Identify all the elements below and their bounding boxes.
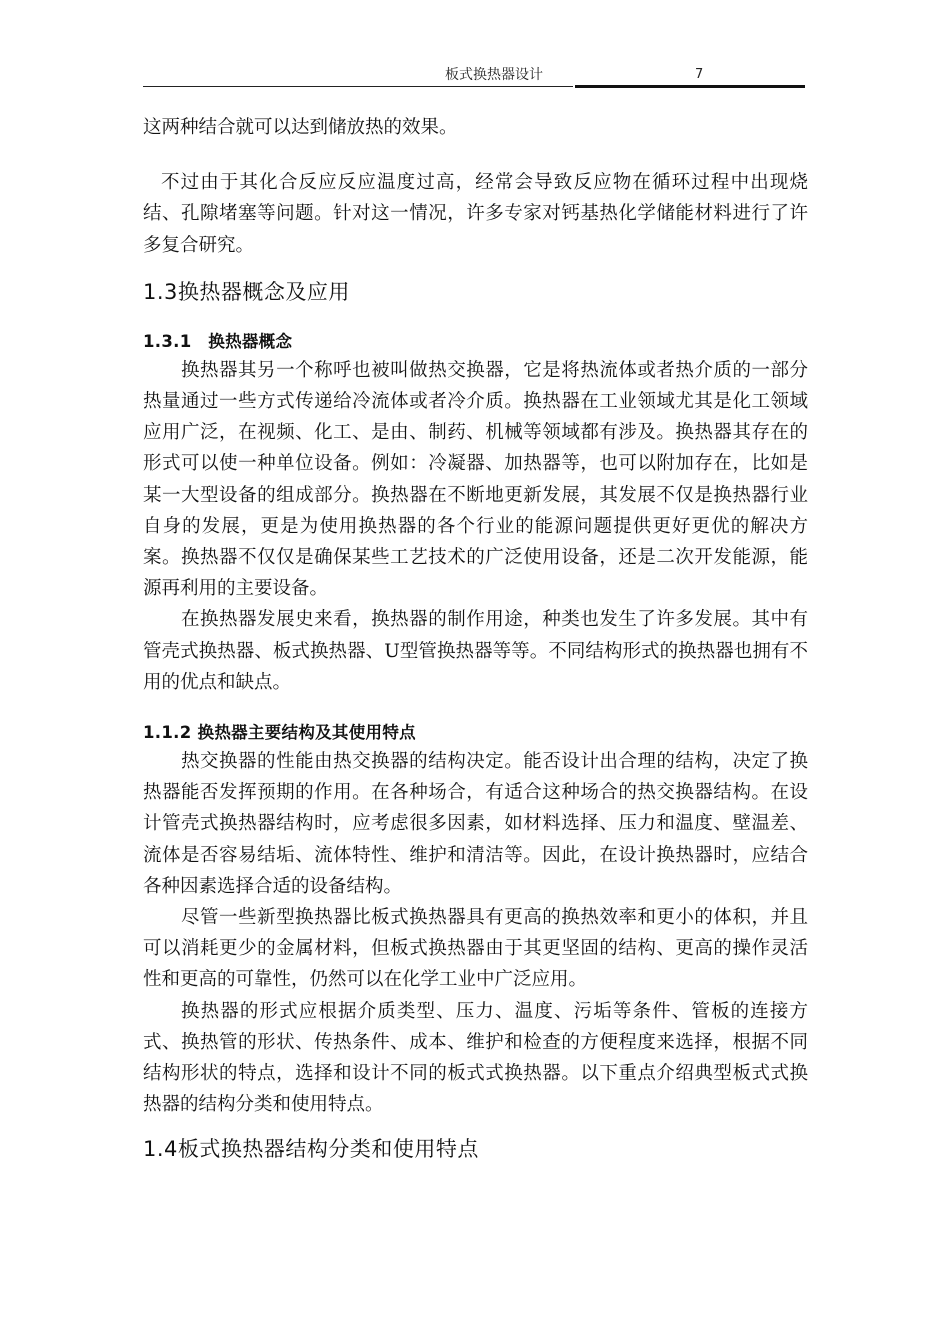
page-body: [143, 112, 808, 1164]
subsection-heading-1-3-1: 1.3.1 换热器概念: [143, 331, 293, 351]
paragraph-selection-criteria: 换热器的形式应根据介质类型、压力、温度、污垢等条件、管板的连接方式、换热管的形状、传热条件、成本、维护和检查的方便程度来选择，根据不同结构形状的特点，选择和设计不同的板式式换热器。以下重点介绍典型板式式换热器的结构分类和使用特点。: [143, 1000, 808, 1116]
spacer: [143, 698, 808, 720]
spacer: [143, 307, 808, 329]
header-rule-thin: [143, 86, 573, 87]
paragraph-structure-performance: 热交换器的性能由热交换器的结构决定。能否设计出合理的结构，决定了换热器能否发挥预期的作用。在各种场合，有适合这种场合的热交换器结构。在设计管壳式换热器结构时，应考虑很多因素，如材料选择、压力和温度、壁温差、流体是否容易结垢、流体特性、维护和清洁等。因此，在设计换热器时，应结合各种因素选择合适的设备结构。: [143, 751, 808, 897]
subsection-heading-1-1-2: 1.1.2 换热器主要结构及其使用特点: [143, 723, 416, 743]
header-title: 板式换热器设计: [445, 67, 543, 83]
spacer: [143, 1120, 808, 1134]
paragraph-heat-exchanger-concept: 换热器其另一个称呼也被叫做热交换器，它是将热流体或者热介质的一部分热量通过一些方式传递给冷流体或者冷介质。换热器在工业领域尤其是化工领域应用广泛，在视频、化工、是由、制药、机械等领域都有涉及。换热器其存在的形式可以使一种单位设备。例如：冷凝器、加热器等，也可以附加存在，比如是某一大型设备的组成部分。换热器在不断地更新发展，其发展不仅是换热器行业自身的发展，更是为使用换热器的各个行业的能源问题提供更好更优的解决方案。换热器不仅仅是确保某些工艺技术的广泛使用设备，还是二次开发能源，能源再利用的主要设备。: [143, 359, 808, 600]
paragraph-plate-exchanger-advantages: 尽管一些新型换热器比板式换热器具有更高的换热效率和更小的体积，并且可以消耗更少的金属材料，但板式换热器由于其更坚固的结构、更高的操作灵活性和更高的可靠性，仍然可以在化学工业中广泛应用。: [143, 907, 808, 991]
section-heading-1-4: 1.4板式换热器结构分类和使用特点: [143, 1137, 479, 1162]
paragraph-heat-exchanger-history: 在换热器发展史来看，换热器的制作用途，种类也发生了许多发展。其中有管壳式换热器、板式换热器、U型管换热器等等。不同结构形式的换热器也拥有不用的优点和缺点。: [143, 609, 808, 693]
spacer: [143, 261, 808, 277]
page-header: [143, 66, 805, 88]
paragraph-continuation: 这两种结合就可以达到储放热的效果。: [143, 117, 458, 138]
header-page-number: 7: [695, 67, 704, 82]
spacer: [143, 143, 808, 167]
paragraph-problem: 不过由于其化合反应反应温度过高，经常会导致反应物在循环过程中出现烧结、孔隙堵塞等问题。针对这一情况，许多专家对钙基热化学储能材料进行了许多复合研究。: [143, 172, 808, 256]
section-heading-1-3: 1.3换热器概念及应用: [143, 279, 350, 304]
header-rule-thick: [575, 85, 805, 88]
